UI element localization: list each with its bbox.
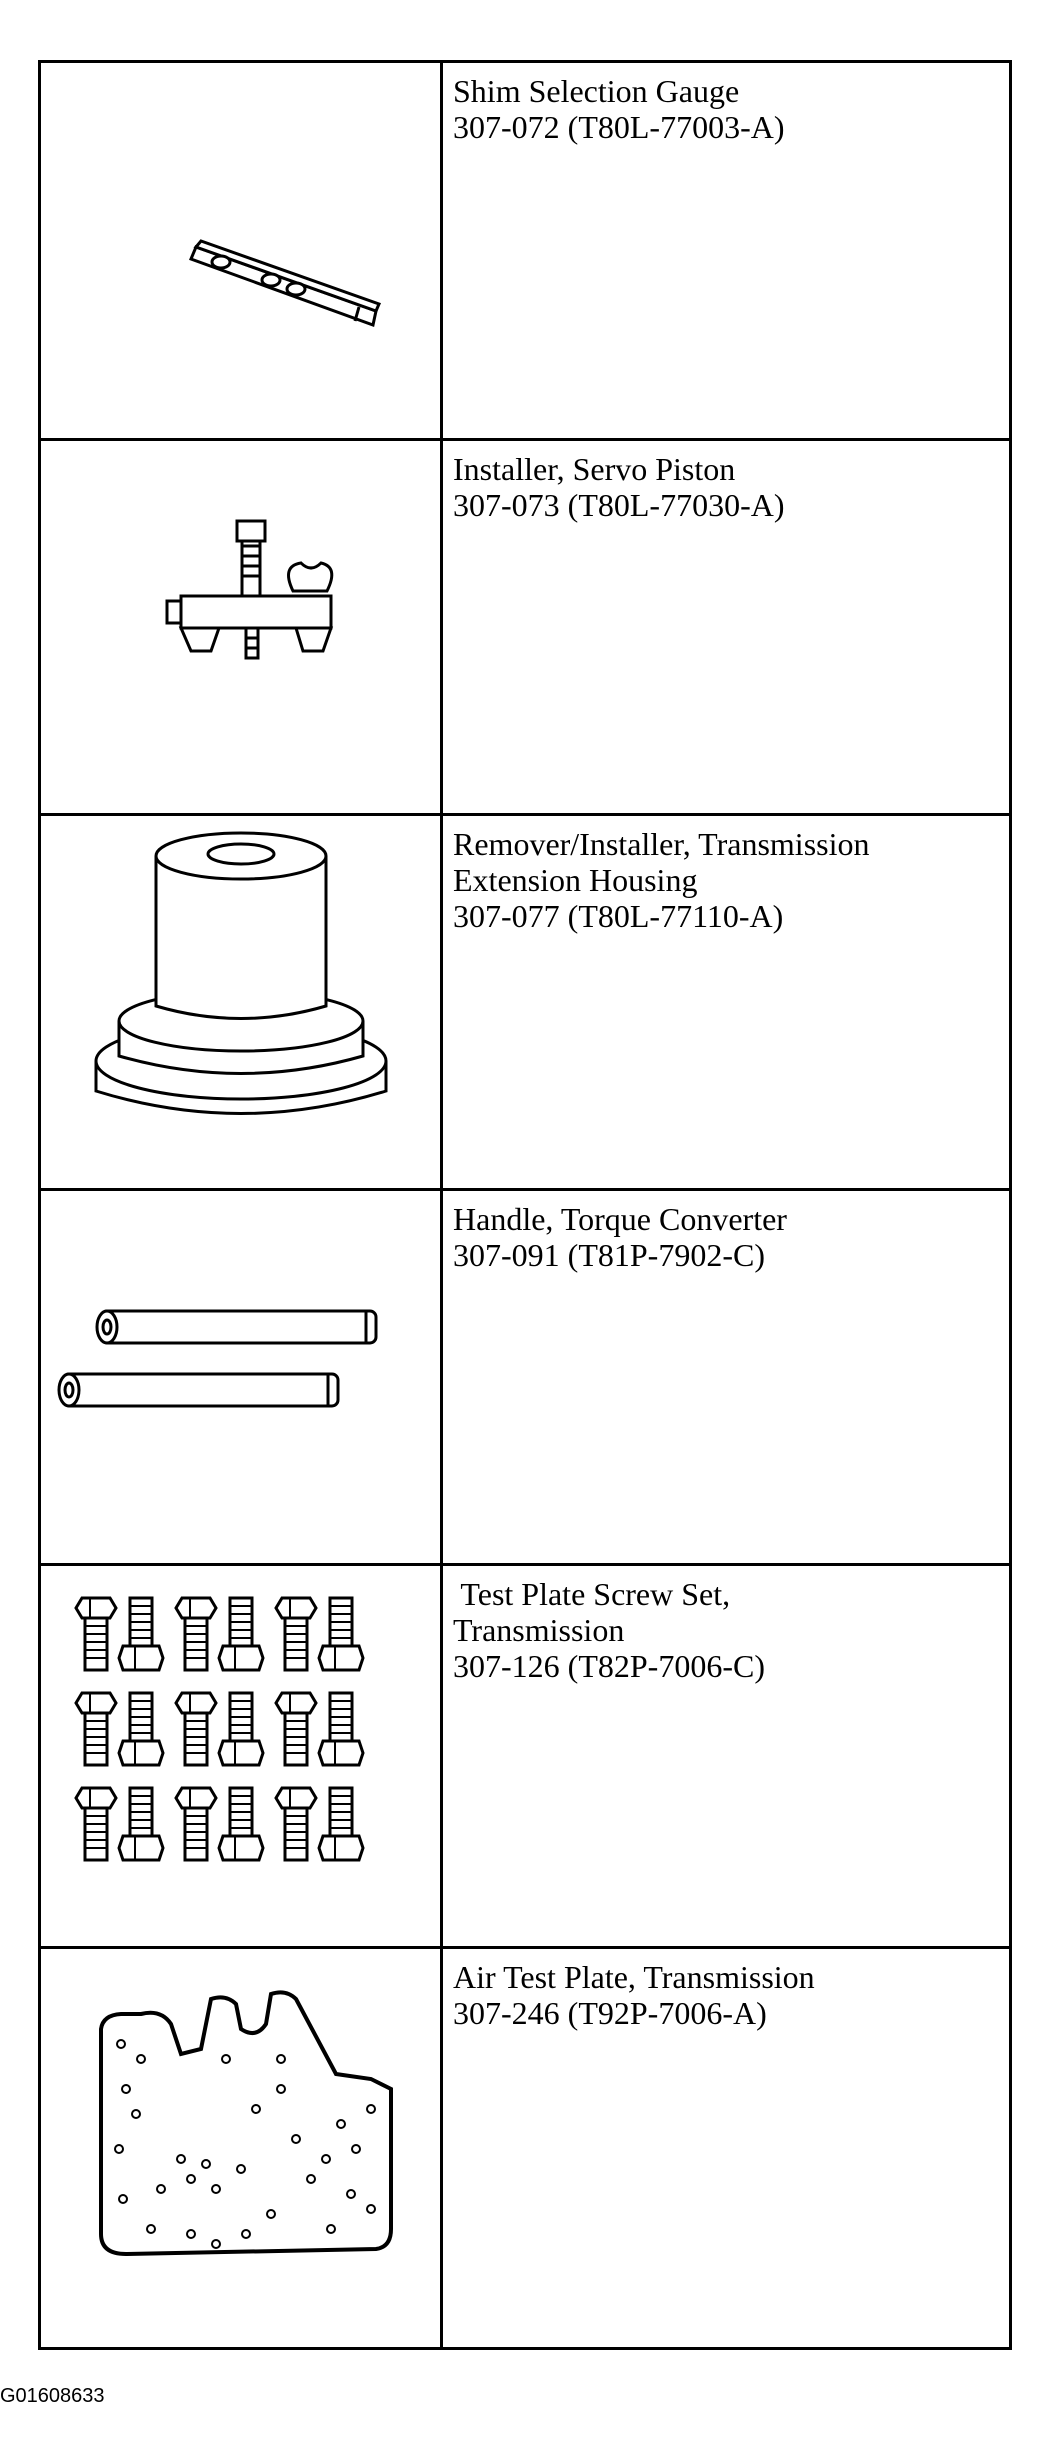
tool-part-number: 307-126 (T82P-7006-C) xyxy=(453,1648,765,1684)
tool-name-line: Air Test Plate, Transmission xyxy=(453,1959,815,1995)
tool-name-line: Test Plate Screw Set, xyxy=(453,1576,731,1612)
tool-illustration-cell xyxy=(41,1191,440,1563)
tool-description-cell xyxy=(440,816,1009,1188)
tool-illustration-cell xyxy=(41,63,440,438)
tool-name-line: Remover/Installer, Transmission xyxy=(453,826,870,862)
tool-name-line: Handle, Torque Converter xyxy=(453,1201,787,1237)
special-tools-table xyxy=(38,60,1012,2350)
air-test-plate-icon xyxy=(41,1949,440,2347)
tool-row xyxy=(41,813,1009,1188)
tool-illustration-cell xyxy=(41,1566,440,1946)
tool-name-line: Shim Selection Gauge xyxy=(453,73,740,109)
tool-part-number: 307-077 (T80L-77110-A) xyxy=(453,898,784,934)
figure-id: G01608633 xyxy=(0,2385,105,2407)
extension-housing-remover-installer-icon xyxy=(41,816,440,1188)
tool-description-cell xyxy=(440,1191,1009,1563)
tool-description-cell xyxy=(440,1566,1009,1946)
tool-row xyxy=(41,1946,1009,2347)
tool-description-cell xyxy=(440,63,1009,438)
tool-description-cell xyxy=(440,441,1009,813)
tool-row xyxy=(41,438,1009,813)
tool-name-line: Installer, Servo Piston xyxy=(453,451,736,487)
tool-row xyxy=(41,1563,1009,1946)
tool-description-cell xyxy=(440,1949,1009,2347)
tool-row xyxy=(41,1188,1009,1563)
servo-piston-installer-icon xyxy=(41,441,440,813)
tool-row xyxy=(41,63,1009,438)
tool-name-line: Extension Housing xyxy=(453,862,698,898)
torque-converter-handle-icon xyxy=(41,1191,440,1563)
tool-part-number: 307-072 (T80L-77003-A) xyxy=(453,109,785,145)
tool-part-number: 307-091 (T81P-7902-C) xyxy=(453,1237,765,1273)
tool-name-line: Transmission xyxy=(453,1612,625,1648)
test-plate-screw-set-icon xyxy=(41,1566,440,1946)
tool-illustration-cell xyxy=(41,441,440,813)
tool-illustration-cell xyxy=(41,816,440,1188)
tool-part-number: 307-246 (T92P-7006-A) xyxy=(453,1995,767,2031)
shim-selection-gauge-icon xyxy=(41,63,440,438)
tool-part-number: 307-073 (T80L-77030-A) xyxy=(453,487,785,523)
tool-illustration-cell xyxy=(41,1949,440,2347)
